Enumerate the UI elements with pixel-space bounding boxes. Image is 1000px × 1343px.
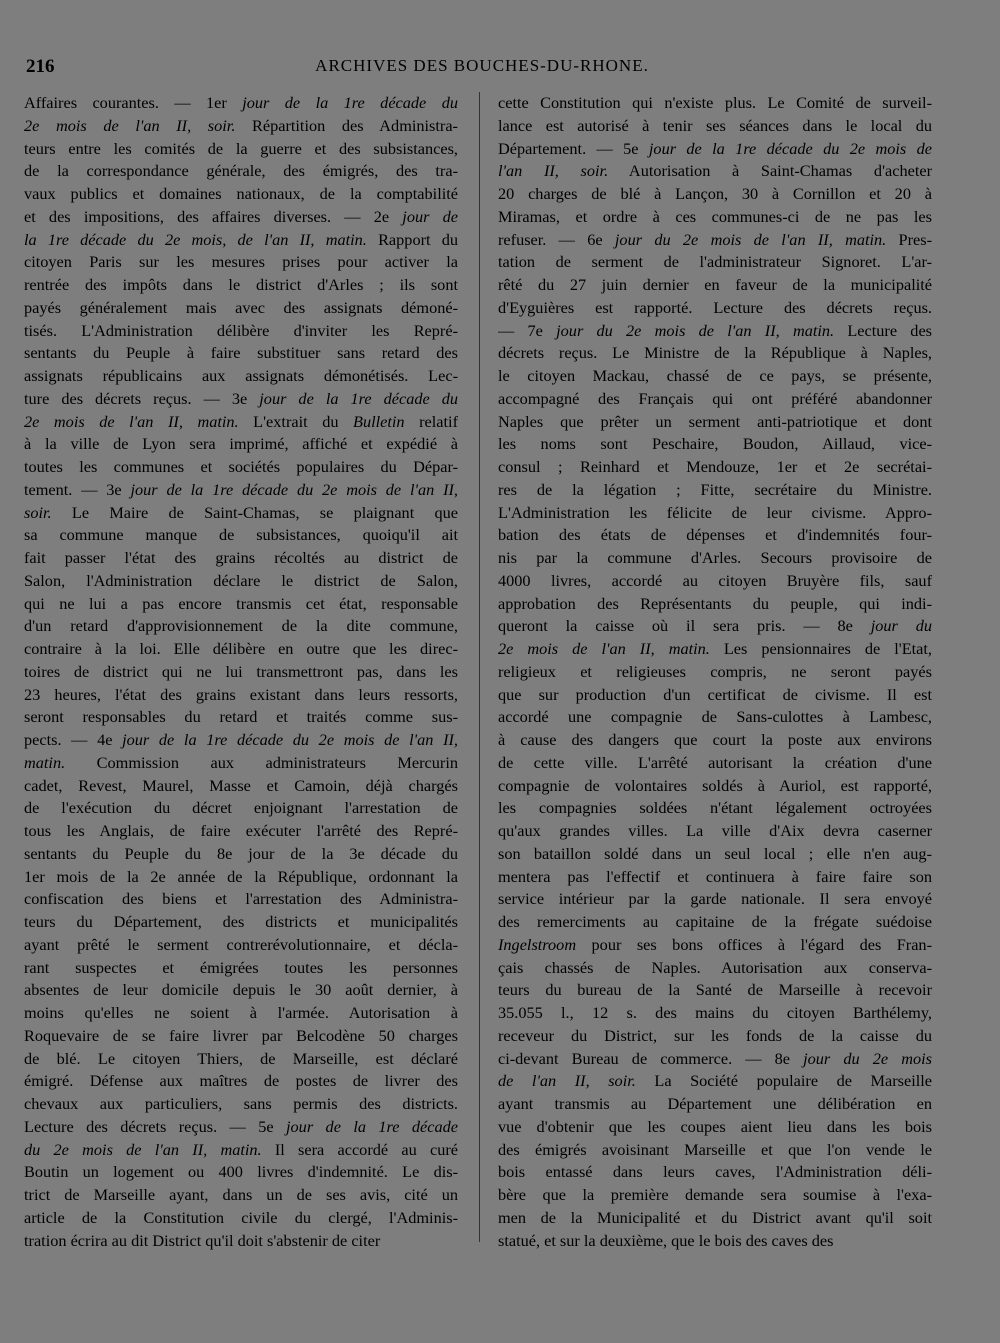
text-line: de la correspondance générale, des émigrés, des tra- [24,161,458,181]
text-line: tation de serment de l'administrateur Signoret. L'ar- [498,252,932,272]
text-line: service intérieur par la garde nationale. Il sera envoyé [498,889,932,909]
text-line: son bataillon soldé dans un seul local ; elle n'en aug- [498,843,932,863]
text-line: des émigrés avoisinant Marseille et que l'on vende le [498,1139,932,1159]
text-line: Salon, l'Administration déclare le district de Salon, [24,570,458,590]
text-line: bation des états de dépenses et d'indemnités four- [498,525,932,545]
text-line: la 1re décade du 2e mois, de l'an II, matin. Rapport du [24,229,458,249]
text-line: qui ne lui a pas encore transmis cet état, responsable [24,593,458,613]
text-line: religieux et religieuses compris, ne seront payés [498,661,932,681]
text-line: 2e mois de l'an II, matin. Les pensionnaires de l'Etat, [498,639,932,658]
running-title: ARCHIVES DES BOUCHES-DU-RHONE. [315,56,649,75]
text-line: rêté du 27 juin dernier en faveur de la municipalité [498,275,932,294]
text-line: lance est autorisé à tenir ses séances dans le local du [498,115,932,135]
page-number: 216 [26,56,55,77]
text-line: confiscation des biens et l'arrestation des Administra- [24,889,458,909]
text-line: statué, et sur la deuxième, que le bois des caves des [498,1230,834,1250]
text-line: de l'exécution du décret enjoignant l'arrestation de [24,798,458,818]
text-line: 2e mois de l'an II, soir. Répartition des Administra- [24,115,458,135]
text-line: Roquevaire de se faire livrer par Belcodène 50 charges [24,1025,458,1045]
text-line: Ingelstroom pour ses bons offices à l'égard des Fran- [498,934,932,954]
text-line: décrets reçus. Le Ministre de la République à Naples, [498,343,932,363]
text-line: mentera pas l'effectif et continuera à faire faire son [498,866,932,886]
text-line: accompagné des Français qui ont préféré abandonner [498,388,932,408]
text-line: l'an II, soir. Autorisation à Saint-Chamas d'acheter [498,161,932,181]
column-divider [479,92,480,1242]
text-line: ture des décrets reçus. — 3e jour de la 1re décade du [24,388,458,408]
text-line: 35.055 l., 12 s. des mains du citoyen Barthélemy, [498,1003,932,1022]
text-line: vue d'obtenir que les coupes aient lieu dans les bois [498,1116,932,1136]
text-line: seront responsables du retard et traités comme sus- [24,707,458,727]
text-line: — 7e jour du 2e mois de l'an II, matin. Lecture des [498,320,932,340]
page-header [26,52,938,82]
right-column [498,92,932,1252]
text-line: rentrée des impôts dans le district d'Arles ; ils sont [24,275,458,294]
text-line: bère que la première demande sera soumise à l'exa- [498,1185,932,1204]
text-line: rant suspectes et émigrées toutes les personnes [24,957,458,977]
text-line: émigré. Défense aux maîtres de postes de livrer des [24,1071,458,1091]
text-line: trict de Marseille ayant, dans un de ses avis, cité un [24,1185,458,1204]
text-line: soir. Le Maire de Saint-Chamas, se plaignant que [24,502,458,522]
text-line: payés généralement mais avec des assignats démoné- [24,297,458,317]
text-line: citoyen Paris sur les mesures prises pour activer la [24,252,458,272]
text-line: tous les Anglais, de faire exécuter l'arrêté des Repré- [24,821,458,840]
text-line: le citoyen Mackau, chassé de ce pays, se présente, [498,366,932,385]
text-line: cadet, Revest, Maurel, Masse et Camoin, déjà chargés [24,775,458,795]
text-line: les noms sont Peschaire, Boudon, Aillaud, vice- [498,434,932,454]
text-line: sentants du Peuple du 8e jour de la 3e décade du [24,843,458,863]
text-line: ayant transmis au Département une délibération en [498,1094,932,1113]
text-line: teurs du bureau de la Santé de Marseille à recevoir [498,980,932,1000]
text-line: 4000 livres, accordé au citoyen Bruyère fils, sauf [498,570,932,590]
text-line: qu'aux grandes villes. La ville d'Aix devra caserner [498,821,932,840]
text-line: Miramas, et ordre à ces communes-ci de ne pas les [498,206,932,226]
text-line: refuser. — 6e jour du 2e mois de l'an II, matin. Pres- [498,229,932,249]
text-line: à la ville de Lyon sera imprimé, affiché et expédié à [24,434,458,454]
text-line: tisés. L'Administration délibère d'inviter les Repré- [24,320,458,340]
left-column [24,92,458,1252]
text-line: 2e mois de l'an II, matin. L'extrait du Bulletin relatif [24,411,458,431]
text-line: d'Eyguières est rapporté. Lecture des décrets reçus. [498,297,932,317]
text-line: nis par la commune d'Arles. Secours provisoire de [498,548,932,567]
text-line: sa commune manque de subsistances, quoiqu'il ait [24,525,458,545]
text-line: pects. — 4e jour de la 1re décade du 2e mois de l'an II, [24,730,458,749]
text-line: sentants du Peuple à faire substituer sans retard des [24,343,458,363]
text-line: men de la Municipalité et du District avant qu'il soit [498,1207,932,1227]
text-line: Lecture des décrets reçus. — 5e jour de la 1re décade [24,1116,458,1136]
text-line: tration écrira au dit District qu'il doit s'abstenir de citer [24,1230,381,1250]
text-line: Affaires courantes. — 1er jour de la 1re décade du [24,93,458,112]
text-line: moins qu'elles ne soient à l'armée. Autorisation à [24,1003,458,1022]
text-line: toires de district qui ne lui transmettront pas, dans les [24,661,458,681]
text-line: de l'an II, soir. La Société populaire de Marseille [498,1071,932,1091]
text-line: chevaux aux particuliers, sans permis des districts. [24,1094,458,1113]
text-line: teurs du Département, des districts et municipalités [24,912,458,931]
text-line: Naples que prêter un serment anti-patriotique et dont [498,411,932,431]
text-line: article de la Constitution civile du clergé, l'Adminis- [24,1207,458,1227]
text-line: fait passer l'état des grains récoltés au district de [24,548,458,567]
text-line: 1er mois de la 2e année de la République, ordonnant la [24,866,458,886]
text-line: et des impositions, des affaires diverses. — 2e jour de [24,206,458,226]
text-line: ayant prêté le serment contrerévolutionnaire, et décla- [24,934,458,954]
text-line: consul ; Reinhard et Mendouze, 1er et 2e secrétai- [498,457,932,476]
text-line: contraire à la loi. Elle délibère en outre que les direc- [24,639,458,658]
text-line: 23 heures, l'état des grains existant dans leurs ressorts, [24,684,458,704]
text-line: receveur du District, sur les fonds de la caisse du [498,1025,932,1045]
text-line: toutes les communes et sociétés populaires du Dépar- [24,457,458,476]
text-line: approbation des Représentants du peuple, qui indi- [498,593,932,613]
text-line: tement. — 3e jour de la 1re décade du 2e mois de l'an II, [24,479,458,499]
text-line: de blé. Le citoyen Thiers, de Marseille, est déclaré [24,1048,458,1068]
text-line: de cette ville. L'arrêté autorisant la création d'une [498,752,932,772]
text-line: que sur production d'un certificat de civisme. Il est [498,684,932,704]
text-line: Boutin un logement ou 400 livres d'indemnité. Le dis- [24,1162,458,1182]
text-line: teurs entre les comités de la guerre et des subsistances, [24,138,458,158]
text-line: Département. — 5e jour de la 1re décade du 2e mois de [498,138,932,158]
text-line: cette Constitution qui n'existe plus. Le Comité de surveil- [498,93,932,112]
text-line: d'un retard d'approvisionnement de la dite commune, [24,616,458,636]
text-line: matin. Commission aux administrateurs Mercurin [24,752,458,772]
text-line: ci-devant Bureau de commerce. — 8e jour du 2e mois [498,1048,932,1068]
text-line: à cause des dangers que court la poste aux environs [498,730,932,749]
text-line: assignats républicains aux assignats démonétisés. Lec- [24,366,458,385]
text-line: des remerciments au capitaine de la frégate suédoise [498,912,932,931]
text-line: accordé une compagnie de Sans-culottes à Lambesc, [498,707,932,727]
text-line: bois entassé dans leurs caves, l'Administration déli- [498,1162,932,1182]
text-line: absentes de leur domicile depuis le 30 août dernier, à [24,980,458,1000]
text-line: L'Administration les félicite de leur civisme. Appro- [498,502,932,522]
text-line: du 2e mois de l'an II, matin. Il sera accordé au curé [24,1139,458,1159]
text-line: 20 charges de blé à Lançon, 30 à Cornillon et 20 à [498,184,932,203]
text-line: res de la légation ; Fitte, secrétaire du Ministre. [498,479,932,499]
text-line: vaux publics et domaines nationaux, de la comptabilité [24,184,458,203]
text-line: queront la caisse où il sera pris. — 8e jour du [498,616,932,636]
text-line: compagnie de volontaires soldés à Auriol, est rapporté, [498,775,932,795]
text-line: les compagnies soldées n'étant légalement octroyées [498,798,932,818]
text-line: çais chassés de Naples. Autorisation aux conserva- [498,957,932,977]
